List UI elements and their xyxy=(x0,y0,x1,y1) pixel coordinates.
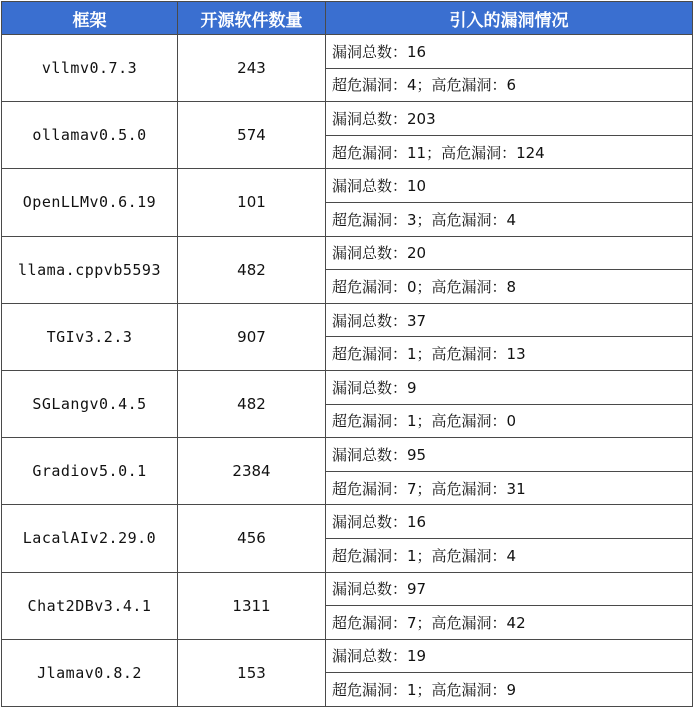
vuln-total-cell: 漏洞总数：97 xyxy=(326,572,693,606)
software-count-cell: 574 xyxy=(178,102,326,169)
vuln-detail-cell: 超危漏洞：0；高危漏洞：8 xyxy=(326,270,693,304)
vuln-total-cell: 漏洞总数：16 xyxy=(326,35,693,69)
software-count-cell: 101 xyxy=(178,169,326,236)
header-count: 开源软件数量 xyxy=(178,2,326,35)
table-row xyxy=(2,102,693,136)
vuln-detail-cell: 超危漏洞：11；高危漏洞：124 xyxy=(326,135,693,169)
framework-cell: ollamav0.5.0 xyxy=(2,102,178,169)
software-count-cell: 153 xyxy=(178,639,326,706)
framework-cell: Jlamav0.8.2 xyxy=(2,639,178,706)
framework-cell: OpenLLMv0.6.19 xyxy=(2,169,178,236)
header-vulnerabilities: 引入的漏洞情况 xyxy=(326,2,693,35)
vuln-detail-cell: 超危漏洞：7；高危漏洞：31 xyxy=(326,471,693,505)
software-count-cell: 2384 xyxy=(178,438,326,505)
software-count-cell: 907 xyxy=(178,303,326,370)
framework-cell: TGIv3.2.3 xyxy=(2,303,178,370)
header-row xyxy=(2,2,693,35)
vuln-total-cell: 漏洞总数：16 xyxy=(326,505,693,539)
table-row xyxy=(2,572,693,606)
vuln-total-cell: 漏洞总数：9 xyxy=(326,370,693,404)
software-count-cell: 1311 xyxy=(178,572,326,639)
framework-cell: vllmv0.7.3 xyxy=(2,35,178,102)
framework-cell: SGLangv0.4.5 xyxy=(2,370,178,437)
table-row xyxy=(2,169,693,203)
framework-cell: LacalAIv2.29.0 xyxy=(2,505,178,572)
vuln-total-cell: 漏洞总数：10 xyxy=(326,169,693,203)
software-count-cell: 482 xyxy=(178,236,326,303)
vuln-total-cell: 漏洞总数：37 xyxy=(326,303,693,337)
framework-cell: Chat2DBv3.4.1 xyxy=(2,572,178,639)
vuln-total-cell: 漏洞总数：203 xyxy=(326,102,693,136)
table-row xyxy=(2,35,693,69)
vuln-detail-cell: 超危漏洞：3；高危漏洞：4 xyxy=(326,202,693,236)
vuln-detail-cell: 超危漏洞：1；高危漏洞：9 xyxy=(326,673,693,707)
vuln-total-cell: 漏洞总数：20 xyxy=(326,236,693,270)
vuln-total-cell: 漏洞总数：19 xyxy=(326,639,693,673)
software-count-cell: 482 xyxy=(178,370,326,437)
vuln-detail-cell: 超危漏洞：7；高危漏洞：42 xyxy=(326,606,693,640)
vuln-detail-cell: 超危漏洞：1；高危漏洞：13 xyxy=(326,337,693,371)
vuln-detail-cell: 超危漏洞：1；高危漏洞：0 xyxy=(326,404,693,438)
software-count-cell: 456 xyxy=(178,505,326,572)
vulnerability-table xyxy=(1,1,693,707)
vuln-detail-cell: 超危漏洞：1；高危漏洞：4 xyxy=(326,538,693,572)
header-framework: 框架 xyxy=(2,2,178,35)
framework-cell: Gradiov5.0.1 xyxy=(2,438,178,505)
table-row xyxy=(2,505,693,539)
table-row xyxy=(2,370,693,404)
software-count-cell: 243 xyxy=(178,35,326,102)
vuln-total-cell: 漏洞总数：95 xyxy=(326,438,693,472)
table-row xyxy=(2,303,693,337)
table-row xyxy=(2,236,693,270)
framework-cell: llama.cppvb5593 xyxy=(2,236,178,303)
table-row xyxy=(2,438,693,472)
table-row xyxy=(2,639,693,673)
vuln-detail-cell: 超危漏洞：4；高危漏洞：6 xyxy=(326,68,693,102)
